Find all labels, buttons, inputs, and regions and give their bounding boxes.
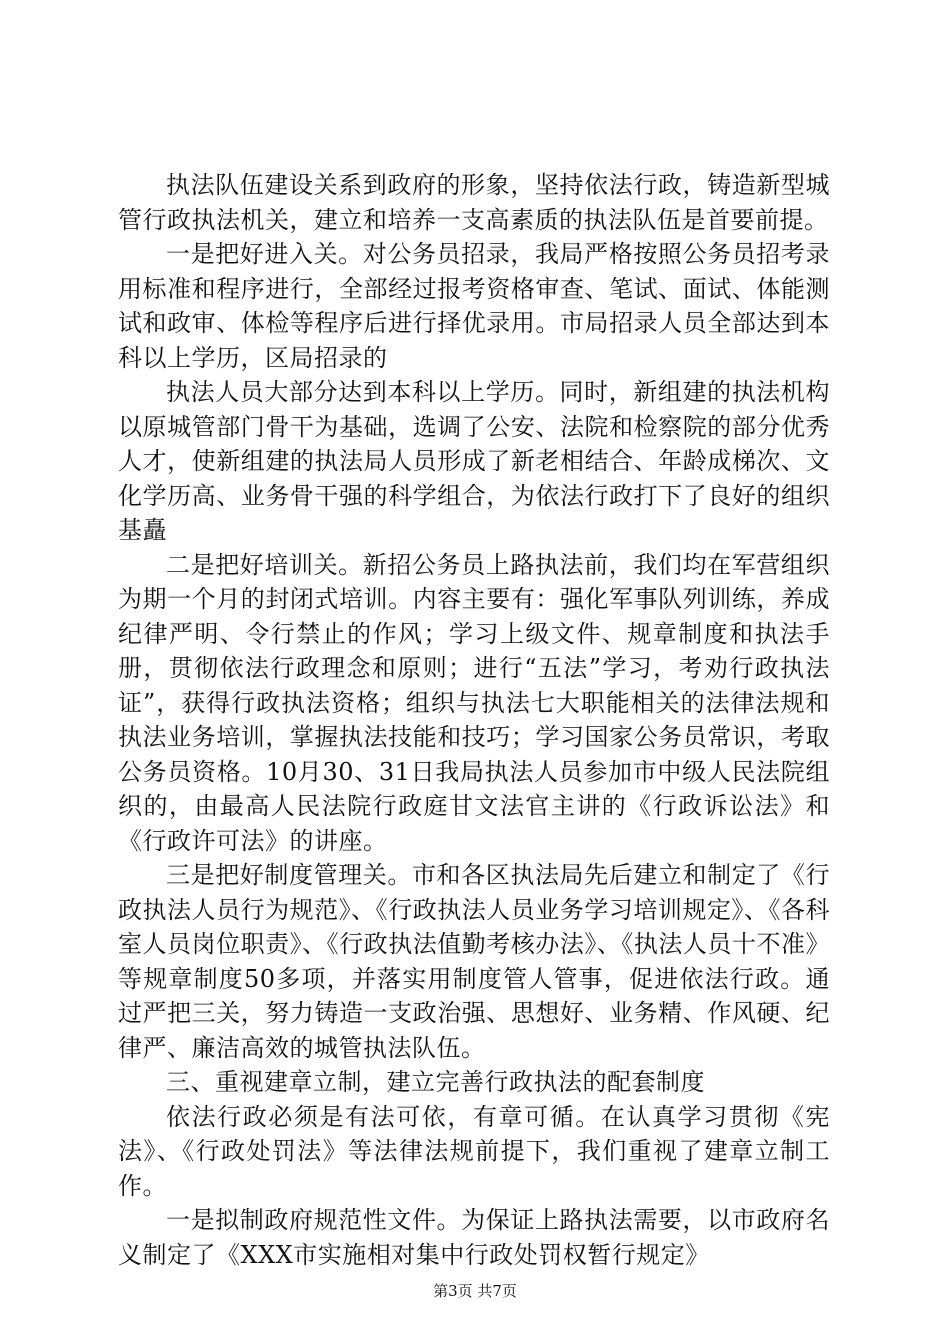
paragraph-staff-education: 执法人员大部分达到本科以上学历。同时，新组建的执法机构以原城管部门骨干为基础，选调了公安、法院和检察院的部分优秀人才，使新组建的执法局人员形成了新老相结合、年龄成梯次、文化学历高、业务骨干强的科学组合，为依法行政打下了良好的组织基矗 — [118, 378, 830, 544]
paragraph-government-documents: 一是拟制政府规范性文件。为保证上路执法需要，以市政府名义制定了《XXX市实施相对集中行政处罚权暂行规定》 — [118, 1206, 830, 1269]
paragraph-entry-control: 一是把好进入关。对公务员招录，我局严格按照公务员招考录用标准和程序进行，全部经过报考资格审查、笔试、面试、体能测试和政审、体检等程序后进行择优录用。市局招录人员全部达到本科以上学历，区局招录的 — [118, 240, 830, 372]
section-heading-regulations: 三、重视建章立制，建立完善行政执法的配套制度 — [166, 1068, 705, 1096]
paragraph-team-building: 执法队伍建设关系到政府的形象，坚持依法行政，铸造新型城管行政执法机关，建立和培养一支高素质的执法队伍是首要前提。 — [118, 171, 830, 234]
paragraph-training-control: 二是把好培训关。新招公务员上路执法前，我们均在军营组织为期一个月的封闭式培训。内容主要有：强化军事队列训练，养成纪律严明、令行禁止的作风；学习上级文件、规章制度和执法手册，贯彻依法行政理念和原则；进行“五法”学习，考劝行政执法证”，获得行政执法资格；组织与执法七大职能相关的法律法规和执法业务培训，掌握执法技能和技巧；学习国家公务员常识，考取公务员资格。10月30、31日我局执法人员参加市中级人民法院组织的，由最高人民法院行政庭甘文法官主讲的《行政诉讼法》和《行政许可法》的讲座。 — [118, 550, 830, 855]
paragraph-system-management: 三是把好制度管理关。市和各区执法局先后建立和制定了《行政执法人员行为规范》、《行政执法人员业务学习培训规定》、《各科室人员岗位职责》、《行政执法值勤考核办法》、《执法人员十不准》等规章制度50多项，并落实用制度管人管事，促进依法行政。通过严把三关，努力铸造一支政治强、思想好、业务精、作风硬、纪律严、廉洁高效的城管执法队伍。 — [118, 861, 830, 1062]
paragraph-rule-of-law: 依法行政必须是有法可依，有章可循。在认真学习贯彻《宪法》、《行政处罚法》等法律法规前提下，我们重视了建章立制工作。 — [118, 1102, 830, 1200]
document-body — [118, 168, 830, 1272]
page-footer — [0, 1280, 950, 1301]
page-number-label: 第3页 共7页 — [433, 1282, 517, 1300]
